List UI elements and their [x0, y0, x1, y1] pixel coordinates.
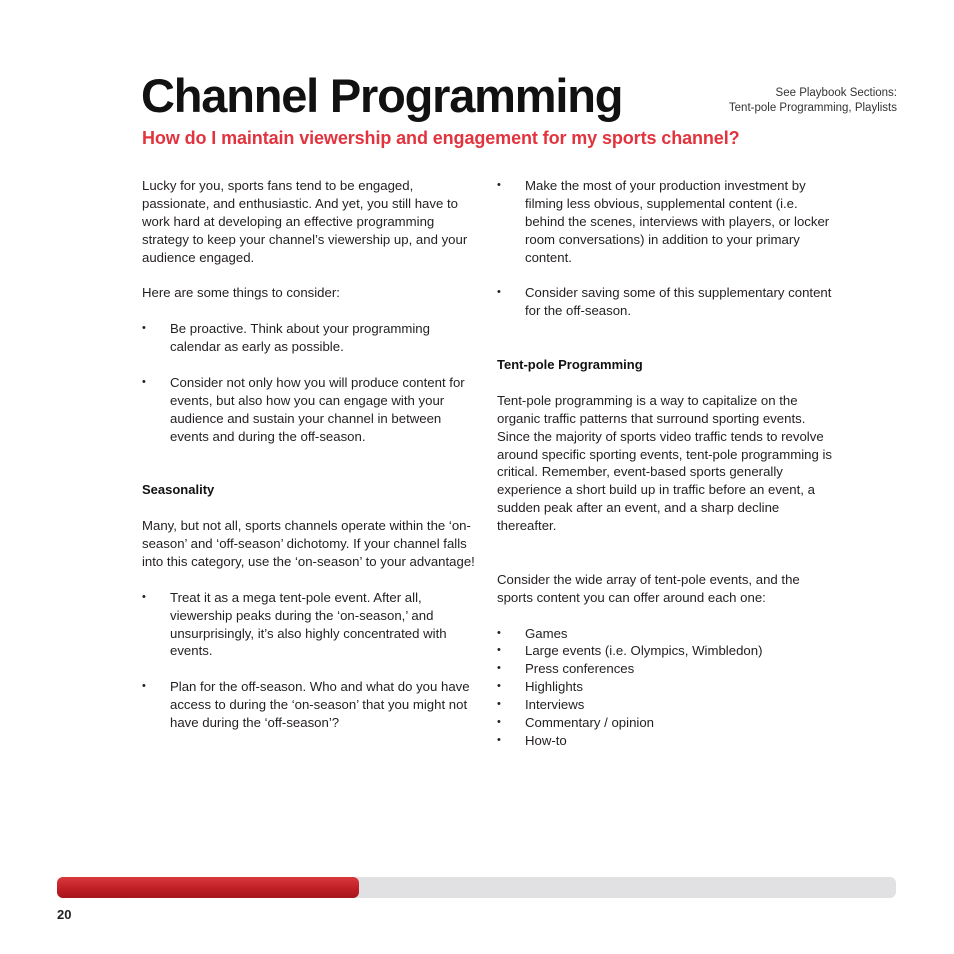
tentpole-paragraph: Tent-pole programming is a way to capitalize on the organic traffic patterns that surround sporting events. Since the majority of sports video traffic tends to revolve around specific sporting events, tent-pole programming is critical. Remember, event-based sports generally experience a short build up in traffic before an event, a sudden peak after an event, and a sharp decline thereafter.	[497, 392, 832, 534]
tentpole-heading: Tent-pole Programming	[497, 357, 643, 373]
intro-paragraph: Lucky for you, sports fans tend to be engaged, passionate, and enthusiastic. And yet, you still have to work hard at developing an effective programming strategy to keep your channel’s viewership up, and your audience engaged.	[142, 178, 468, 265]
page-progress-fill	[57, 877, 359, 898]
events-intro-paragraph: Consider the wide array of tent-pole events, and the sports content you can offer around each one:	[497, 571, 800, 605]
page-number: 20	[57, 907, 72, 922]
list-item: • Commentary / opinion	[497, 715, 655, 731]
list-item: • How-to	[497, 733, 567, 749]
bullet-icon: •	[142, 680, 146, 693]
consider-list	[142, 320, 477, 445]
seasonality-heading: Seasonality	[142, 482, 215, 498]
list-item: • Be proactive. Think about your programming calendar as early as possible.	[142, 321, 430, 355]
list-item: • Make the most of your production investment by filming less obvious, supplemental content (i.e. behind the scenes, interviews with players, or locker room conversations) in addition to your primary content.	[497, 178, 830, 265]
list-item: • Treat it as a mega tent-pole event. After all, viewership peaks during the ‘on-season,’ and unsurprisingly, it’s also highly concentrated with events.	[142, 589, 447, 659]
bullet-icon: •	[497, 179, 501, 191]
bullet-icon: •	[497, 716, 501, 729]
seasonality-paragraph: Many, but not all, sports channels operate within the ‘on-season’ and ‘off-season’ dichotomy. If your channel falls into this category, use the ‘on-season’ to your advantage!	[142, 518, 475, 569]
bullet-icon: •	[497, 662, 501, 675]
bullet-icon: •	[497, 698, 501, 711]
see-also-note	[637, 86, 897, 115]
bullet-icon: •	[497, 626, 501, 639]
events-list	[497, 625, 835, 750]
see-also-links: Tent-pole Programming, Playlists	[728, 101, 897, 114]
list-item: • Consider not only how you will produce content for events, but also how you can engage with your audience and sustain your channel in between events and during the off-season.	[142, 374, 465, 444]
list-item: • Consider saving some of this supplementary content for the off-season.	[497, 285, 832, 319]
list-item: • Highlights	[497, 679, 583, 695]
bullet-icon: •	[497, 286, 501, 299]
production-list	[497, 177, 835, 320]
right-column	[497, 177, 835, 750]
bullet-icon: •	[142, 590, 146, 603]
consider-paragraph: Here are some things to consider:	[142, 285, 340, 301]
bullet-icon: •	[497, 734, 501, 747]
list-item: • Press conferences	[497, 661, 635, 677]
list-item: • Plan for the off-season. Who and what do you have access to during the ‘on-season’ that you might not have during the ‘off-season’?	[142, 679, 470, 731]
list-item: • Interviews	[497, 697, 585, 713]
bullet-icon: •	[142, 322, 146, 335]
bullet-icon: •	[497, 680, 501, 693]
page-title: Channel Programming	[141, 69, 623, 122]
list-item: • Games	[497, 625, 568, 641]
bullet-icon: •	[142, 375, 146, 388]
left-column	[142, 177, 477, 750]
see-also-label: See Playbook Sections:	[775, 87, 897, 99]
page-progress-bar	[57, 877, 896, 898]
seasonality-list	[142, 589, 477, 732]
bullet-icon: •	[497, 644, 501, 657]
page-subtitle: How do I maintain viewership and engagement for my sports channel?	[142, 128, 740, 148]
list-item: • Large events (i.e. Olympics, Wimbledon)	[497, 643, 763, 659]
